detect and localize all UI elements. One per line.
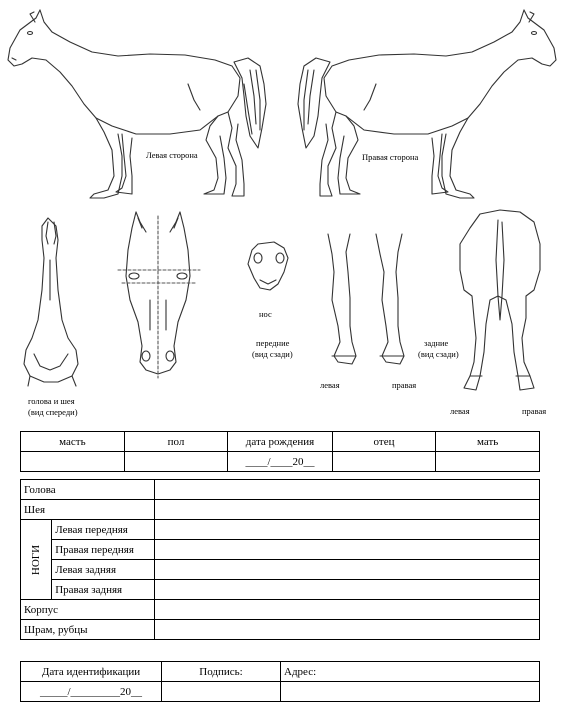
signature-field[interactable] — [162, 682, 281, 702]
color-field[interactable] — [21, 452, 125, 472]
label-hind-right: правая — [522, 406, 547, 416]
label-hind-line2: (вид сзади) — [418, 349, 459, 359]
legs-group-text: НОГИ — [30, 544, 43, 575]
label-front-left: левая — [320, 380, 340, 390]
header-color: масть — [21, 432, 125, 452]
address-field[interactable] — [281, 682, 540, 702]
birth-date-field[interactable]: ____/____20__ — [228, 452, 332, 472]
scars-field[interactable] — [155, 620, 540, 640]
body-field[interactable] — [155, 600, 540, 620]
leg-label-left-hind: Левая задняя — [52, 560, 155, 580]
sire-field[interactable] — [332, 452, 436, 472]
signature-label: Подпись: — [162, 662, 281, 682]
leg-label-left-front: Левая передняя — [52, 520, 155, 540]
header-birth-date: дата рождения — [228, 432, 332, 452]
label-left-side: Левая сторона — [146, 150, 198, 160]
label-right-side: Правая сторона — [362, 152, 419, 162]
leg-field-left-hind[interactable] — [155, 560, 540, 580]
label-front-line2: (вид сзади) — [252, 349, 293, 359]
neck-label: Шея — [21, 500, 155, 520]
label-front-line1: передние — [256, 338, 290, 348]
id-date-label: Дата идентификации — [21, 662, 162, 682]
header-dam: мать — [436, 432, 540, 452]
head-field[interactable] — [155, 480, 540, 500]
leg-field-right-hind[interactable] — [155, 580, 540, 600]
scars-label: Шрам, рубцы — [21, 620, 155, 640]
horse-info-table — [20, 431, 540, 472]
label-head-neck-line1: голова и шея — [28, 396, 75, 406]
markings-table — [20, 479, 540, 640]
id-date-field[interactable]: _____/_________20__ — [21, 682, 162, 702]
head-label: Голова — [21, 480, 155, 500]
leg-field-right-front[interactable] — [155, 540, 540, 560]
label-head-neck-line2: (вид спереди) — [28, 407, 78, 417]
neck-field[interactable] — [155, 500, 540, 520]
header-sex: пол — [124, 432, 228, 452]
header-sire: отец — [332, 432, 436, 452]
identification-table — [20, 661, 540, 702]
leg-field-left-front[interactable] — [155, 520, 540, 540]
sex-field[interactable] — [124, 452, 228, 472]
leg-label-right-front: Правая передняя — [52, 540, 155, 560]
address-label: Адрес: — [281, 662, 540, 682]
leg-label-right-hind: Правая задняя — [52, 580, 155, 600]
label-hind-left: левая — [450, 406, 470, 416]
label-nose: нос — [259, 309, 272, 319]
dam-field[interactable] — [436, 452, 540, 472]
legs-group-label — [21, 520, 52, 600]
label-front-right: правая — [392, 380, 417, 390]
label-hind-line1: задние — [424, 338, 449, 348]
body-label: Корпус — [21, 600, 155, 620]
